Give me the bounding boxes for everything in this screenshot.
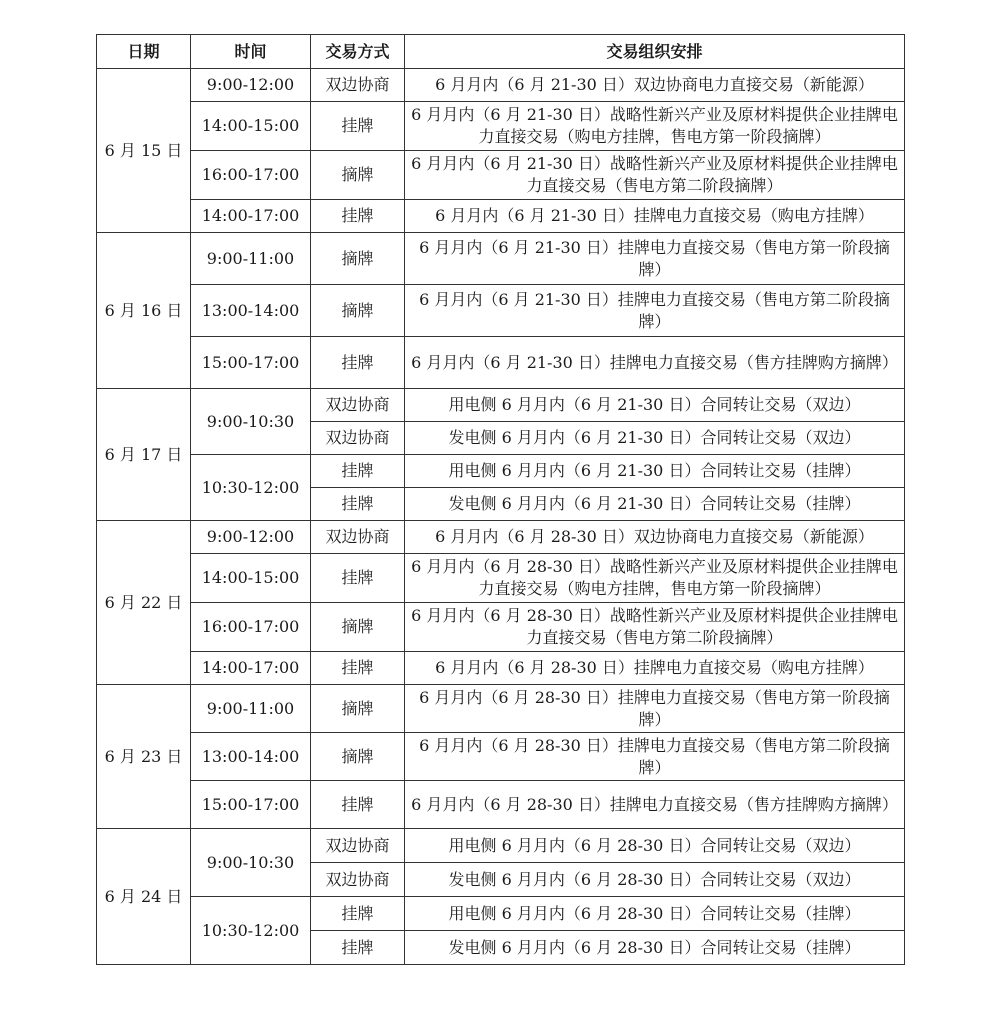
method-cell: 挂牌 [311, 488, 405, 521]
time-cell: 15:00-17:00 [191, 781, 311, 829]
table-row [97, 554, 905, 603]
method-cell: 双边协商 [311, 863, 405, 897]
method-cell: 摘牌 [311, 685, 405, 733]
time-cell: 14:00-17:00 [191, 200, 311, 233]
arrangement-cell: 6 月月内（6 月 21-30 日）挂牌电力直接交易（售电方第一阶段摘牌） [405, 233, 905, 285]
arrangement-cell: 6 月月内（6 月 21-30 日）战略性新兴产业及原材料提供企业挂牌电力直接交易（售电方第二阶段摘牌） [405, 151, 905, 200]
time-cell: 9:00-12:00 [191, 521, 311, 554]
arrangement-cell: 发电侧 6 月月内（6 月 28-30 日）合同转让交易（挂牌） [405, 931, 905, 965]
method-cell: 挂牌 [311, 897, 405, 931]
method-cell: 摘牌 [311, 233, 405, 285]
method-cell: 双边协商 [311, 69, 405, 102]
time-cell: 13:00-14:00 [191, 733, 311, 781]
table-row [97, 685, 905, 733]
schedule-table [96, 34, 905, 965]
table-row [97, 829, 905, 863]
table-row [97, 733, 905, 781]
date-cell: 6 月 24 日 [97, 829, 191, 965]
arrangement-cell: 用电侧 6 月月内（6 月 28-30 日）合同转让交易（双边） [405, 829, 905, 863]
method-cell: 挂牌 [311, 931, 405, 965]
arrangement-cell: 用电侧 6 月月内（6 月 21-30 日）合同转让交易（双边） [405, 389, 905, 422]
date-cell: 6 月 15 日 [97, 69, 191, 233]
date-cell: 6 月 23 日 [97, 685, 191, 829]
arrangement-cell: 发电侧 6 月月内（6 月 28-30 日）合同转让交易（双边） [405, 863, 905, 897]
method-cell: 挂牌 [311, 455, 405, 488]
table-row [97, 285, 905, 337]
time-cell: 15:00-17:00 [191, 337, 311, 389]
header-date: 日期 [97, 35, 191, 69]
arrangement-cell: 6 月月内（6 月 28-30 日）双边协商电力直接交易（新能源） [405, 521, 905, 554]
method-cell: 摘牌 [311, 151, 405, 200]
time-cell: 9:00-11:00 [191, 233, 311, 285]
table-row [97, 455, 905, 488]
arrangement-cell: 6 月月内（6 月 21-30 日）双边协商电力直接交易（新能源） [405, 69, 905, 102]
method-cell: 摘牌 [311, 603, 405, 652]
header-row [97, 35, 905, 69]
arrangement-cell: 6 月月内（6 月 28-30 日）挂牌电力直接交易（售电方第一阶段摘牌） [405, 685, 905, 733]
table-row [97, 233, 905, 285]
time-cell: 9:00-11:00 [191, 685, 311, 733]
arrangement-cell: 6 月月内（6 月 28-30 日）挂牌电力直接交易（售电方第二阶段摘牌） [405, 733, 905, 781]
method-cell: 摘牌 [311, 285, 405, 337]
method-cell: 挂牌 [311, 337, 405, 389]
time-cell: 16:00-17:00 [191, 603, 311, 652]
table-row [97, 652, 905, 685]
schedule-body [97, 69, 905, 965]
table-row [97, 603, 905, 652]
arrangement-cell: 6 月月内（6 月 28-30 日）战略性新兴产业及原材料提供企业挂牌电力直接交易（售电方第二阶段摘牌） [405, 603, 905, 652]
method-cell: 双边协商 [311, 389, 405, 422]
table-row [97, 521, 905, 554]
header-time: 时间 [191, 35, 311, 69]
time-cell: 13:00-14:00 [191, 285, 311, 337]
arrangement-cell: 6 月月内（6 月 28-30 日）挂牌电力直接交易（售方挂牌购方摘牌） [405, 781, 905, 829]
table-row [97, 151, 905, 200]
table-row [97, 781, 905, 829]
date-cell: 6 月 17 日 [97, 389, 191, 521]
time-cell: 9:00-12:00 [191, 69, 311, 102]
time-cell: 9:00-10:30 [191, 829, 311, 897]
date-cell: 6 月 16 日 [97, 233, 191, 389]
time-cell: 10:30-12:00 [191, 897, 311, 965]
arrangement-cell: 发电侧 6 月月内（6 月 21-30 日）合同转让交易（双边） [405, 422, 905, 455]
time-cell: 9:00-10:30 [191, 389, 311, 455]
header-method: 交易方式 [311, 35, 405, 69]
arrangement-cell: 6 月月内（6 月 21-30 日）战略性新兴产业及原材料提供企业挂牌电力直接交易（购电方挂牌，售电方第一阶段摘牌） [405, 102, 905, 151]
arrangement-cell: 6 月月内（6 月 21-30 日）挂牌电力直接交易（售电方第二阶段摘牌） [405, 285, 905, 337]
time-cell: 16:00-17:00 [191, 151, 311, 200]
table-row [97, 897, 905, 931]
arrangement-cell: 发电侧 6 月月内（6 月 21-30 日）合同转让交易（挂牌） [405, 488, 905, 521]
method-cell: 双边协商 [311, 422, 405, 455]
method-cell: 双边协商 [311, 829, 405, 863]
table-row [97, 389, 905, 422]
table-row [97, 69, 905, 102]
date-cell: 6 月 22 日 [97, 521, 191, 685]
arrangement-cell: 6 月月内（6 月 28-30 日）挂牌电力直接交易（购电方挂牌） [405, 652, 905, 685]
arrangement-cell: 用电侧 6 月月内（6 月 28-30 日）合同转让交易（挂牌） [405, 897, 905, 931]
method-cell: 挂牌 [311, 781, 405, 829]
table-row [97, 200, 905, 233]
method-cell: 挂牌 [311, 102, 405, 151]
time-cell: 14:00-15:00 [191, 102, 311, 151]
table-row [97, 337, 905, 389]
header-arrangement: 交易组织安排 [405, 35, 905, 69]
method-cell: 摘牌 [311, 733, 405, 781]
table-row [97, 102, 905, 151]
method-cell: 挂牌 [311, 554, 405, 603]
method-cell: 挂牌 [311, 652, 405, 685]
arrangement-cell: 6 月月内（6 月 28-30 日）战略性新兴产业及原材料提供企业挂牌电力直接交易（购电方挂牌，售电方第一阶段摘牌） [405, 554, 905, 603]
time-cell: 14:00-15:00 [191, 554, 311, 603]
method-cell: 挂牌 [311, 200, 405, 233]
time-cell: 14:00-17:00 [191, 652, 311, 685]
arrangement-cell: 6 月月内（6 月 21-30 日）挂牌电力直接交易（售方挂牌购方摘牌） [405, 337, 905, 389]
time-cell: 10:30-12:00 [191, 455, 311, 521]
arrangement-cell: 6 月月内（6 月 21-30 日）挂牌电力直接交易（购电方挂牌） [405, 200, 905, 233]
arrangement-cell: 用电侧 6 月月内（6 月 21-30 日）合同转让交易（挂牌） [405, 455, 905, 488]
method-cell: 双边协商 [311, 521, 405, 554]
